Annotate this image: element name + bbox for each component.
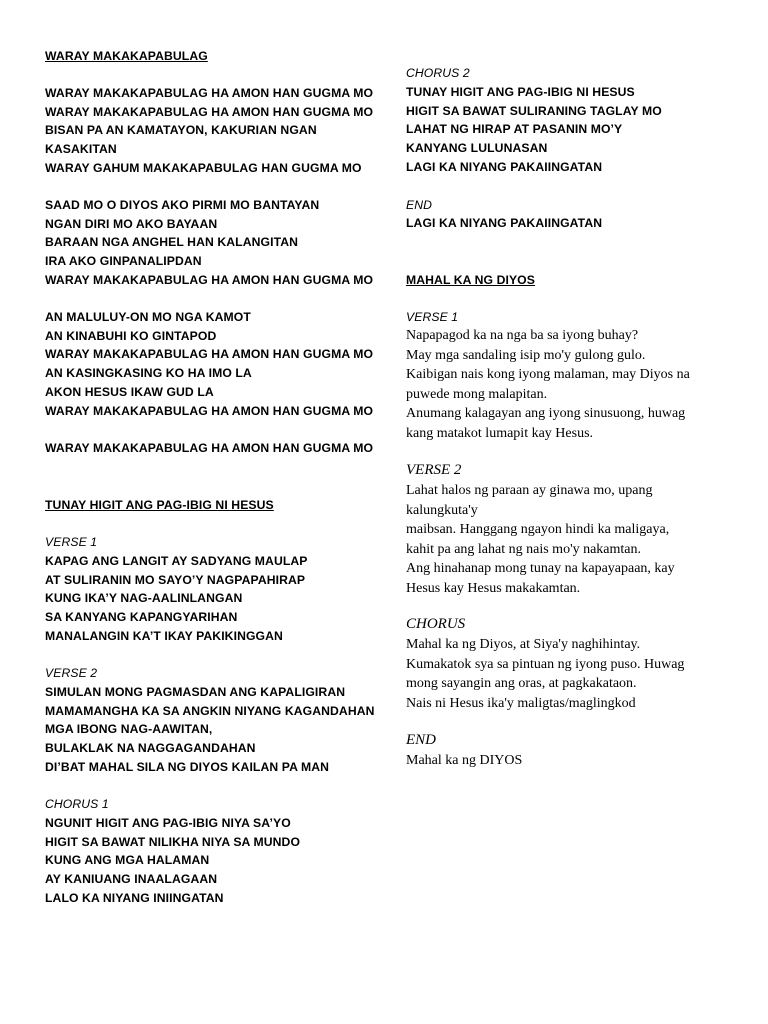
lyric-line: HIGIT SA BAWAT NILIKHA NIYA SA MUNDO — [45, 834, 301, 849]
stanza — [406, 751, 751, 771]
lyric-line: BULAKLAK NA NAGGAGANDAHAN — [45, 741, 256, 756]
lyric-line: May mga sandaling isip mo'y gulong gulo. — [406, 347, 646, 363]
lyric-line: MGA IBONG NAG-AAWITAN, — [45, 722, 213, 737]
lyric-line: WARAY MAKAKAPABULAG HA AMON HAN GUGMA MO — [45, 403, 374, 418]
lyric-line: WARAY MAKAKAPABULAG HA AMON HAN GUGMA MO — [45, 347, 374, 362]
lyric-line: Anumang kalagayan ang iyong sinusuong, huwag — [406, 406, 686, 421]
lyric-line: KUNG IKA’Y NAG-AALINLANGAN — [45, 591, 243, 606]
lyric-line: SIMULAN MONG PAGMASDAN ANG KAPALIGIRAN — [45, 685, 346, 699]
song-title-tunay: TUNAY HIGIT ANG PAG-IBIG NI HESUS — [45, 498, 274, 512]
lyric-line: MANALANGIN KA’T IKAY PAKIKINGGAN — [45, 628, 283, 643]
lyric-line: AN KASINGKASING KO HA IMO LA — [45, 366, 252, 381]
song-title-waray: WARAY MAKAKAPABULAG — [45, 49, 208, 63]
lyric-line: IRA AKO GINPANALIPDAN — [45, 254, 202, 269]
lyric-line: Mahal ka ng Diyos, at Siya'y naghihintay. — [406, 637, 641, 652]
lyric-line: KANYANG LULUNASAN — [406, 141, 548, 156]
lyric-line: Nais ni Hesus ika'y maligtas/maglingkod — [406, 695, 636, 711]
section-label: VERSE 1 — [45, 535, 98, 549]
lyric-line: Napapagod ka na nga ba sa iyong buhay? — [406, 328, 639, 343]
lyric-line: LAGI KA NIYANG PAKAIINGATAN — [406, 216, 603, 230]
lyric-line: LAHAT NG HIRAP AT PASANIN MO’Y — [406, 122, 623, 137]
lyric-line: kalungkuta'y — [406, 502, 478, 518]
lyric-line: Hesus kay Hesus makakamtan. — [406, 580, 581, 596]
lyric-line: SA KANYANG KAPANGYARIHAN — [45, 610, 238, 625]
lyric-line: mong sayangin ang oras, at pagkakataon. — [406, 676, 637, 691]
lyric-line: kang matakot lumapit kay Hesus. — [406, 425, 594, 441]
lyric-line: Ang hinahanap mong tunay na kapayapaan, kay — [406, 561, 675, 576]
lyric-line: NGAN DIRI MO AKO BAYAAN — [45, 216, 218, 231]
stanza — [406, 326, 751, 443]
stanza — [45, 196, 390, 290]
lyric-line: MAMAMANGHA KA SA ANGKIN NIYANG KAGANDAHAN — [45, 703, 375, 718]
stanza — [45, 439, 390, 458]
section-label: VERSE 2 — [45, 666, 98, 680]
song-title-mahal: MAHAL KA NG DIYOS — [406, 273, 535, 287]
section-label: END — [406, 198, 433, 212]
lyric-line: AN MALULUY-ON MO NGA KAMOT — [45, 310, 251, 324]
stanza — [45, 814, 390, 908]
lyric-line: KUNG ANG MGA HALAMAN — [45, 853, 210, 868]
lyric-line: NGUNIT HIGIT ANG PAG-IBIG NIYA SA’YO — [45, 816, 291, 830]
lyric-line: WARAY MAKAKAPABULAG HA AMON HAN GUGMA MO — [45, 272, 374, 287]
lyric-line: LALO KA NIYANG INIINGATAN — [45, 890, 224, 905]
lyric-line: TUNAY HIGIT ANG PAG-IBIG NI HESUS — [406, 85, 635, 99]
lyric-line: WARAY MAKAKAPABULAG HA AMON HAN GUGMA MO — [45, 104, 374, 119]
lyric-line: WARAY GAHUM MAKAKAPABULAG HAN GUGMA MO — [45, 160, 362, 175]
stanza — [45, 683, 390, 777]
section-label: CHORUS — [406, 616, 466, 632]
lyric-line: WARAY MAKAKAPABULAG HA AMON HAN GUGMA MO — [45, 86, 374, 100]
lyric-line: AT SULIRANIN MO SAYO’Y NAGPAPAHIRAP — [45, 572, 306, 587]
stanza — [406, 481, 751, 598]
lyric-line: SAAD MO O DIYOS AKO PIRMI MO BANTAYAN — [45, 198, 320, 212]
lyric-line: kahit pa ang lahat ng nais mo'y nakamtan. — [406, 541, 642, 557]
section-label: VERSE 1 — [406, 310, 459, 324]
stanza — [45, 308, 390, 420]
lyric-line: BARAAN NGA ANGHEL HAN KALANGITAN — [45, 235, 299, 250]
lyric-line: Kaibigan nais kong iyong malaman, may Diyos na — [406, 367, 690, 382]
lyric-line: HIGIT SA BAWAT SULIRANING TAGLAY MO — [406, 103, 662, 118]
section-label: CHORUS 2 — [406, 66, 470, 80]
stanza — [406, 83, 751, 177]
lyric-line: AKON HESUS IKAW GUD LA — [45, 384, 214, 399]
lyric-line: AY KANIUANG INAALAGAAN — [45, 872, 218, 887]
lyric-line: KASAKITAN — [45, 142, 117, 157]
section-label: VERSE 2 — [406, 462, 462, 478]
lyric-line: maibsan. Hanggang ngayon hindi ka maligaya, — [406, 522, 670, 537]
stanza — [45, 84, 390, 178]
lyric-line: LAGI KA NIYANG PAKAIINGATAN — [406, 159, 603, 174]
lyric-line: Mahal ka ng DIYOS — [406, 753, 523, 768]
lyric-line: Lahat halos ng paraan ay ginawa mo, upang — [406, 483, 653, 498]
lyric-line: puwede mong malapitan. — [406, 386, 548, 402]
stanza — [406, 214, 751, 233]
section-label: END — [406, 732, 436, 748]
stanza — [45, 552, 390, 646]
lyric-line: Kumakatok sya sa pintuan ng iyong puso. Huwag — [406, 656, 685, 672]
lyric-line: DI’BAT MAHAL SILA NG DIYOS KAILAN PA MAN — [45, 759, 330, 774]
lyric-line: WARAY MAKAKAPABULAG HA AMON HAN GUGMA MO — [45, 441, 374, 455]
section-label: CHORUS 1 — [45, 797, 109, 811]
lyric-line: BISAN PA AN KAMATAYON, KAKURIAN NGAN — [45, 123, 317, 138]
stanza — [406, 635, 751, 713]
lyric-line: AN KINABUHI KO GINTAPOD — [45, 328, 217, 343]
lyric-line: KAPAG ANG LANGIT AY SADYANG MAULAP — [45, 554, 308, 568]
